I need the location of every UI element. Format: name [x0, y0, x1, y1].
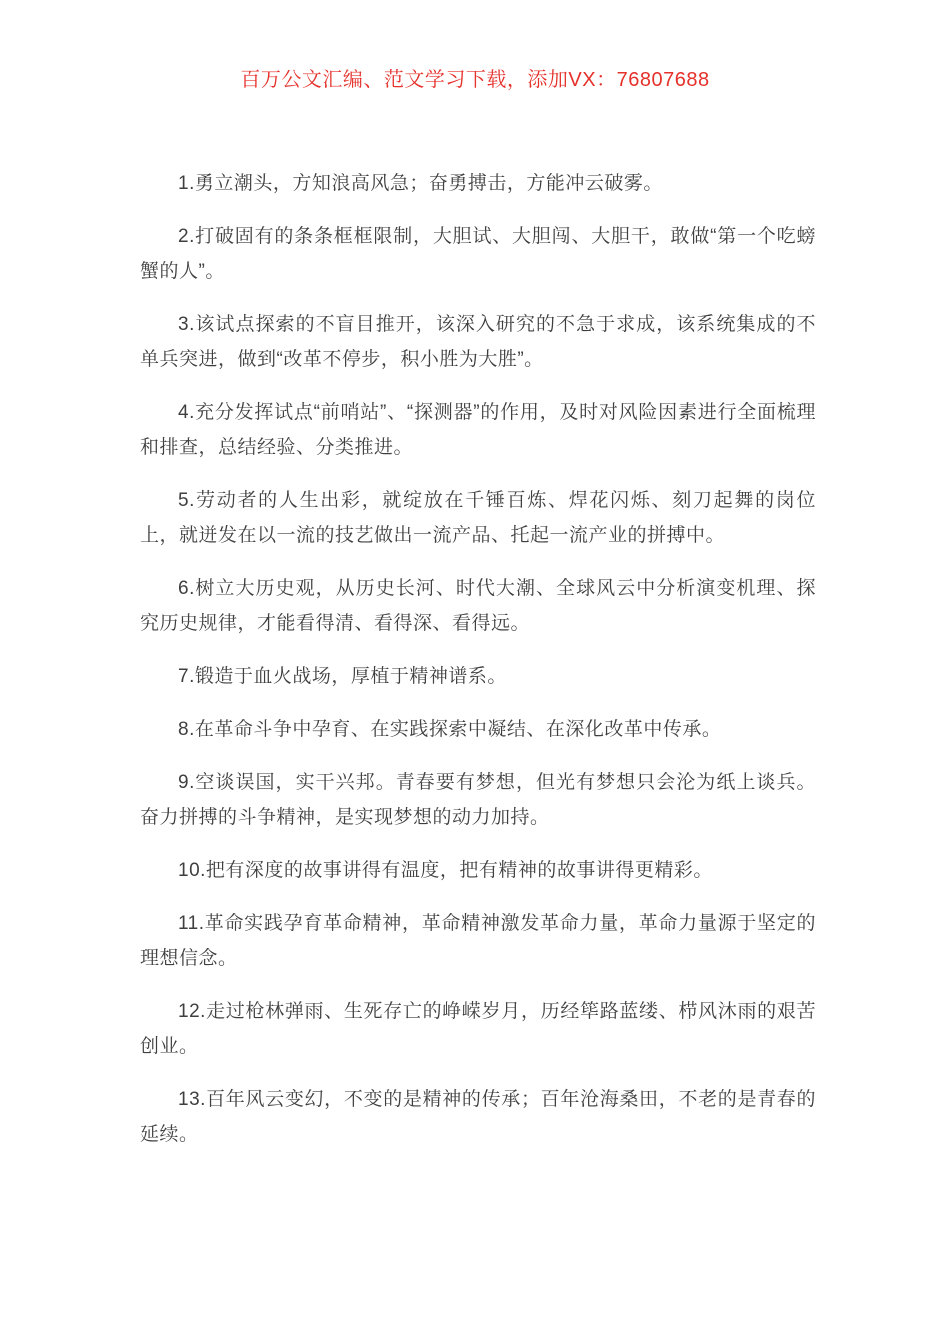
paragraph-1: 1.勇立潮头，方知浪高风急；奋勇搏击，方能冲云破雾。: [178, 173, 663, 194]
paragraph-4: 4.充分发挥试点“前哨站”、“探测器”的作用，及时对风险因素进行全面梳理和排查，总结经验、分类推进。: [140, 402, 816, 458]
paragraph-8: 8.在革命斗争中孕育、在实践探索中凝结、在深化改革中传承。: [178, 719, 722, 740]
document-body: [140, 166, 816, 1170]
paragraph-12: 12.走过枪林弹雨、生死存亡的峥嵘岁月，历经筚路蓝缕、栉风沐雨的艰苦创业。: [140, 1001, 816, 1057]
paragraph-5: 5.劳动者的人生出彩，就绽放在千锤百炼、焊花闪烁、刻刀起舞的岗位上，就迸发在以一流的技艺做出一流产品、托起一流产业的拼搏中。: [140, 490, 816, 546]
promo-header-text: 百万公文汇编、范文学习下载，添加VX：76807688: [240, 69, 710, 91]
paragraph-11: 11.革命实践孕育革命精神，革命精神激发革命力量，革命力量源于坚定的理想信念。: [140, 913, 816, 969]
paragraph-7: 7.锻造于血火战场，厚植于精神谱系。: [178, 666, 507, 687]
paragraph-13: 13.百年风云变幻，不变的是精神的传承；百年沧海桑田，不老的是青春的延续。: [140, 1089, 816, 1145]
paragraph-9: 9.空谈误国，实干兴邦。青春要有梦想，但光有梦想只会沦为纸上谈兵。奋力拼搏的斗争精神，是实现梦想的动力加持。: [140, 772, 816, 828]
paragraph-6: 6.树立大历史观，从历史长河、时代大潮、全球风云中分析演变机理、探究历史规律，才能看得清、看得深、看得远。: [140, 578, 816, 634]
paragraph-10: 10.把有深度的故事讲得有温度，把有精神的故事讲得更精彩。: [178, 860, 713, 881]
paragraph-3: 3.该试点探索的不盲目推开，该深入研究的不急于求成，该系统集成的不单兵突进，做到“改革不停步，积小胜为大胜”。: [140, 314, 816, 370]
paragraph-2: 2.打破固有的条条框框限制，大胆试、大胆闯、大胆干，敢做“第一个吃螃蟹的人”。: [140, 226, 816, 282]
